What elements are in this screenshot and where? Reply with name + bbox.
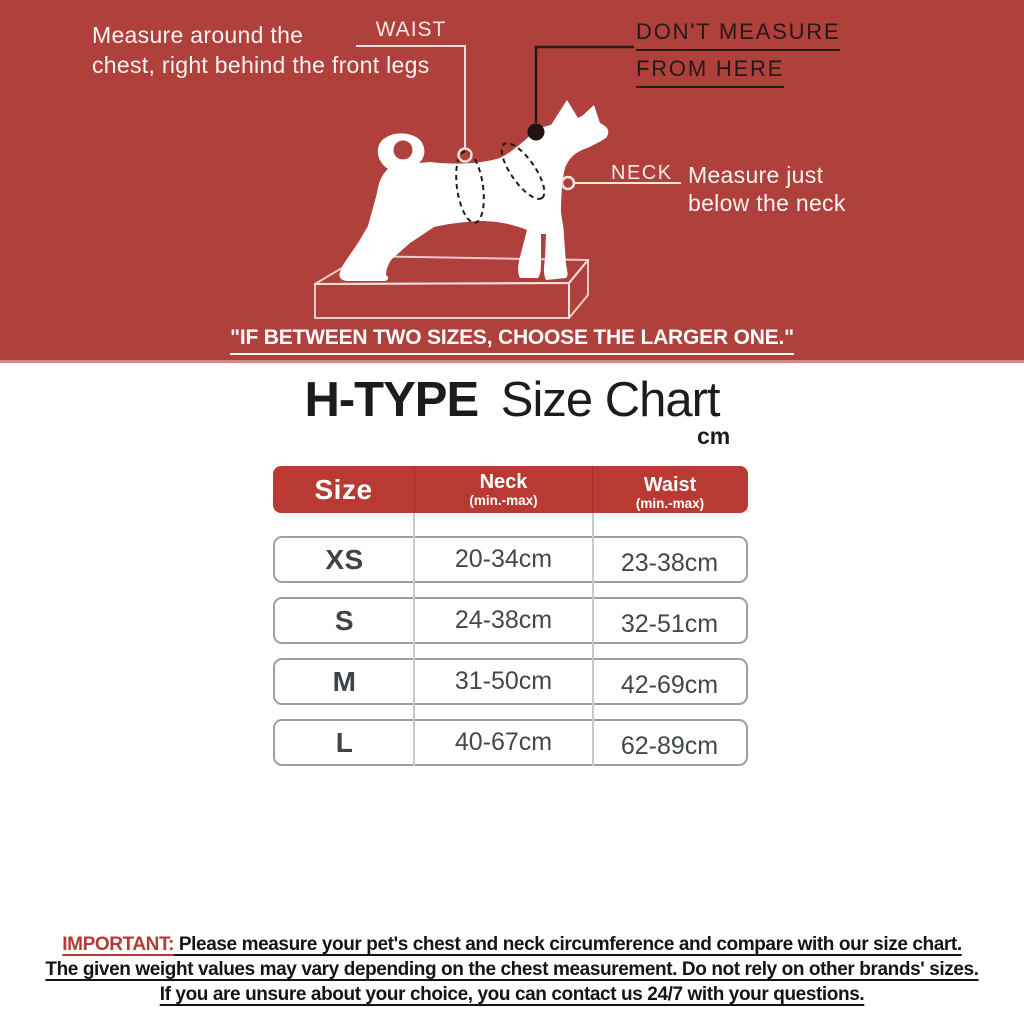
disclaimer-line1: [0, 932, 1024, 957]
size-table-header: [273, 466, 748, 513]
waist-range: 23-38cm: [620, 549, 719, 577]
dont-measure-leader-line: [536, 47, 634, 123]
neck-marker-circle: [562, 177, 574, 189]
chest-measure-note-line1: Measure around the: [92, 22, 304, 48]
neck-range: 20-34cm: [454, 545, 553, 573]
neck-measure-note-line1: Measure just: [688, 162, 824, 188]
waist-range: 32-51cm: [620, 610, 719, 638]
neck-measure-note: [688, 161, 846, 217]
column-header-neck-label: Neck: [479, 470, 528, 493]
column-header-waist: [593, 469, 747, 516]
page-title: [0, 372, 1024, 428]
size-value: M: [332, 665, 357, 697]
column-header-size: Size: [314, 473, 373, 505]
dont-measure-line2: FROM HERE: [636, 57, 784, 88]
table-row-m: [273, 658, 748, 705]
title-size-chart: Size Chart: [500, 373, 720, 427]
column-divider-line: [592, 513, 594, 766]
size-table: [273, 466, 748, 780]
disclaimer-line1-text: Please measure your pet's chest and neck circumference and compare with our size chart.: [174, 934, 962, 955]
disclaimer-line2-text: The given weight values may vary depending on the chest measurement. Do not rely on other brands' sizes.: [45, 959, 979, 980]
size-value: XS: [325, 543, 364, 575]
title-product-type: H-TYPE: [304, 373, 479, 427]
dont-measure-note: [636, 20, 840, 88]
table-row-l: [273, 719, 748, 766]
chest-measure-note-line2: chest, right behind the front legs: [92, 52, 430, 78]
table-row-xs: [273, 536, 748, 583]
column-header-waist-sub: (min.-max): [635, 495, 705, 511]
head-point-marker: [528, 124, 545, 141]
column-header-neck: [414, 466, 593, 513]
sizing-advice-text: "IF BETWEEN TWO SIZES, CHOOSE THE LARGER ONE.": [230, 326, 794, 355]
important-label: IMPORTANT:: [62, 934, 175, 955]
sizing-advice-banner: [0, 326, 1024, 355]
neck-range: 24-38cm: [454, 606, 553, 634]
disclaimer-line3-text: If you are unsure about your choice, you can contact us 24/7 with your questions.: [159, 984, 865, 1005]
size-value: S: [334, 604, 355, 636]
column-header-waist-label: Waist: [643, 473, 697, 496]
tail-curl-cutout: [394, 141, 413, 160]
dog-silhouette: [339, 100, 608, 281]
waist-range: 62-89cm: [620, 732, 719, 760]
neck-range: 31-50cm: [454, 667, 553, 695]
neck-label: NECK: [611, 162, 673, 184]
disclaimer-line3: [0, 982, 1024, 1007]
column-divider-line: [413, 513, 415, 766]
neck-measure-note-line2: below the neck: [688, 190, 846, 216]
size-value: L: [335, 726, 354, 758]
measurement-diagram-section: [0, 0, 1024, 363]
neck-range: 40-67cm: [454, 728, 553, 756]
table-row-s: [273, 597, 748, 644]
disclaimer-line2: [0, 957, 1024, 982]
column-header-neck-sub: (min.-max): [469, 492, 538, 508]
unit-label: cm: [697, 423, 731, 449]
waist-range: 42-69cm: [620, 671, 719, 699]
table-spacer: [273, 513, 748, 536]
waist-label: WAIST: [375, 18, 447, 41]
disclaimer-text: [0, 932, 1024, 1007]
dont-measure-line1: DON'T MEASURE: [636, 20, 840, 51]
